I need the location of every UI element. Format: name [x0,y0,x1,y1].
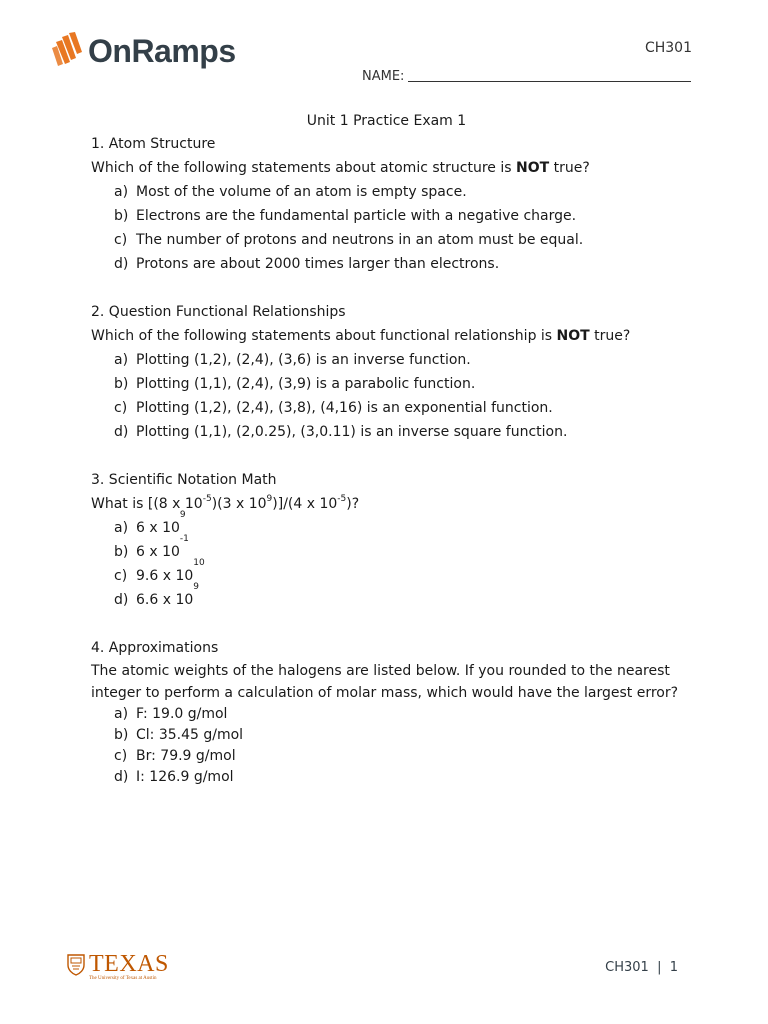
ut-shield-icon [67,954,85,976]
option-a: a) F: 19.0 g/mol [114,706,228,722]
answer-options [91,510,711,612]
option-b: b) 6 x 10 $^{-1}$ [114,534,189,560]
question-prompt: What is [(8 x $10^{-5})(3$ x $10^9)]/(4$ x $10^{-5}$)? [91,494,360,512]
question-title: 2. Question Functional Relationships [91,304,346,320]
question-title: 3. Scientific Notation Math [91,472,277,488]
name-field-row [362,69,691,84]
question-title: 4. Approximations [91,640,219,656]
option-a: a) Most of the volume of an atom is empty space. [114,184,467,200]
question-prompt: Which of the following statements about atomic structure is NOT true? [91,160,590,176]
question-4 [91,636,711,788]
option-d: d) 6.6 x 10 $^9$ [114,582,199,608]
option-d: d) Protons are about 2000 times larger than electrons. [114,256,500,272]
option-b: b) Cl: 35.45 g/mol [114,727,244,743]
emphasis-not: NOT [515,160,550,176]
page-footer-label: CH301 | 1 [605,960,678,975]
emphasis-not: NOT [556,328,590,344]
option-b: b) Plotting (1,1), (2,4), (3,9) is a parabolic function. [114,376,476,392]
option-d: d) Plotting (1,1), (2,0.25), (3,0.11) is an inverse square function. [114,424,568,440]
option-c: c) 9.6 x 10 $^{10}$ [114,558,205,584]
question-2 [91,300,711,444]
option-c: c) The number of protons and neutrons in an atom must be equal. [114,232,584,248]
logo-wordmark: OnRamps [88,33,236,69]
answer-options [91,348,711,444]
question-title: 1. Atom Structure [91,136,216,152]
answer-options [91,180,711,276]
option-a: a) 6 x 10 $^9$ [114,510,186,536]
option-a: a) Plotting (1,2), (2,4), (3,6) is an inverse function. [114,352,471,368]
option-c: c) Br: 79.9 g/mol [114,748,236,764]
question-1 [91,132,711,276]
course-code: CH301 [644,40,692,56]
name-label: NAME: [362,69,405,84]
question-3 [91,468,711,612]
texas-wordmark: TEXAS [89,951,169,977]
question-prompt: Which of the following statements about functional relationship is NOT true? [91,328,631,344]
option-c: c) Plotting (1,2), (2,4), (3,8), (4,16) is an exponential function. [114,400,553,416]
name-blank-line [408,80,691,82]
onramps-logo [52,32,236,70]
texas-subtitle: The University of Texas at Austin [89,976,157,981]
onramps-mark-icon [52,32,86,70]
option-b: b) Electrons are the fundamental particle with a negative charge. [114,208,577,224]
answer-options [91,704,711,788]
texas-logo [67,952,169,982]
exam-title: Unit 1 Practice Exam 1 [306,113,467,129]
exam-body [91,132,711,788]
option-d: d) I: 126.9 g/mol [114,769,234,785]
question-prompt: The atomic weights of the halogens are listed below. If you rounded to the nearest integer to perform a calculation of molar mass, which would have the largest error? [91,663,679,701]
